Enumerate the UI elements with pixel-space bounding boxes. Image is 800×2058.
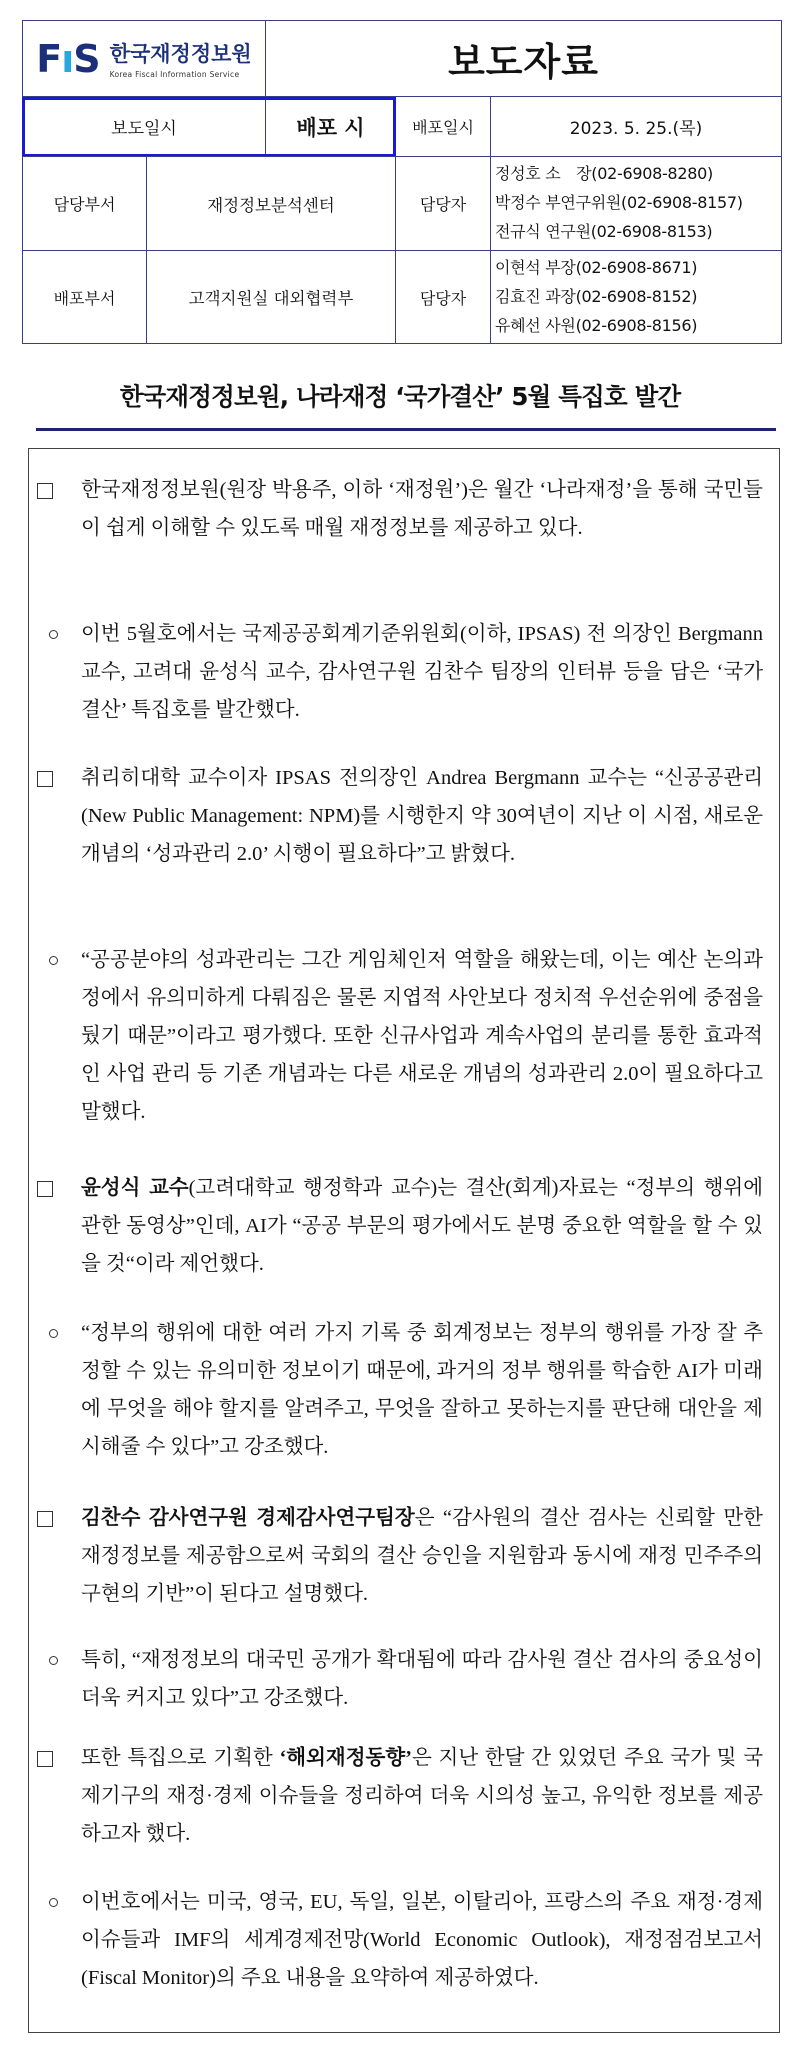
paragraph-4-detail: 특히, “재정정보의 대국민 공개가 확대됨에 따라 감사원 결산 검사의 중요성이 더욱 커지고 있다”고 강조했다. [29, 1641, 781, 1717]
paragraph-3: 윤성식 교수(고려대학교 행정학과 교수)는 결산(회계)자료는 “정부의 행위에 관한 동영상”인데, AI가 “공공 부문의 평가에서도 분명 중요한 역할을 할 수 있을 것“이라 제언했다. [29, 1169, 781, 1283]
contact-line: 박정수 부연구위원(02-6908-8157) [495, 193, 743, 212]
logo-cell [22, 20, 266, 97]
headline: 한국재정정보원, 나라재정 ‘국가결산’ 5월 특집호 발간 [119, 382, 681, 411]
paragraph-3-detail: “정부의 행위에 대한 여러 가지 기록 중 회계정보는 정부의 행위를 가장 잘 추정할 수 있는 유의미한 정보이기 때문에, 과거의 정부 행위를 학습한 AI가 미래에 무엇을 해야 할지를 알려주고, 무엇을 잘하고 못하는지를 판단해 대안을 제시해줄 수 있다”고 강조했다. [29, 1314, 781, 1466]
logo-name-ko: 한국재정정보원 [109, 42, 252, 66]
body-content-box [28, 448, 780, 2033]
logo-name-en: Korea Fiscal Information Service [109, 70, 240, 79]
responsible-dept-label: 담당부서 [22, 156, 147, 251]
distribution-dept-value: 고객지원실 대외협력부 [146, 250, 396, 344]
contact-line: 정성호 소 장(02-6908-8280) [495, 164, 713, 183]
paragraph-5-detail: 이번호에서는 미국, 영국, EU, 독일, 일본, 이탈리아, 프랑스의 주요 재정·경제 이슈들과 IMF의 세계경제전망(World Economic Outlook), 재정점검보고서(Fiscal Monitor)의 주요 내용을 요약하여 제공하였다. [29, 1883, 781, 1997]
paragraph-1-detail: 이번 5월호에서는 국제공공회계기준위원회(이하, IPSAS) 전 의장인 Bergmann 교수, 고려대 윤성식 교수, 감사연구원 김찬수 팀장의 인터뷰 등을 담은 ‘국가결산’ 특집호를 발간했다. [29, 615, 781, 729]
circle-bullet-icon [49, 630, 58, 639]
circle-bullet-icon [49, 1898, 58, 1907]
paragraph-5: 또한 특집으로 기획한 ‘해외재정동향’은 지난 한달 간 있었던 주요 국가 및 국제기구의 재정·경제 이슈들을 정리하여 더욱 시의성 높고, 유익한 정보를 제공하고자 했다. [29, 1739, 781, 1853]
paragraph-1: 한국재정정보원(원장 박용주, 이하 ‘재정원’)은 월간 ‘나라재정’을 통해 국민들이 쉽게 이해할 수 있도록 매월 재정정보를 제공하고 있다. [29, 471, 781, 547]
paragraph-2: 취리히대학 교수이자 IPSAS 전의장인 Andrea Bergmann 교수는 “신공공관리(New Public Management: NPM)를 시행한지 약 30여년이 지난 이 시점, 새로운 개념의 ‘성과관리 2.0’ 시행이 필요하다”고 밝혔다. [29, 759, 781, 873]
doc-type-title: 보도자료 [265, 20, 782, 97]
square-bullet-icon [37, 1751, 53, 1767]
contact-line: 이현석 부장(02-6908-8671) [495, 258, 698, 277]
distribution-contact-label: 담당자 [395, 250, 491, 344]
circle-bullet-icon [49, 1329, 58, 1338]
responsible-contact-label: 담당자 [395, 156, 491, 251]
contact-line: 전규식 연구원(02-6908-8153) [495, 222, 713, 241]
fis-logo-mark-icon: FıS [36, 36, 100, 81]
paragraph-2-detail: “공공분야의 성과관리는 그간 게임체인저 역할을 해왔는데, 이는 예산 논의과정에서 유의미하게 다뤄짐은 물론 지엽적 사안보다 정치적 우선순위에 중점을 뒀기 때문”이라고 평가했다. 또한 신규사업과 계속사업의 분리를 통한 효과적인 사업 관리 등 기존 개념과는 다른 새로운 개념의 성과관리 2.0이 필요하다고 말했다. [29, 941, 781, 1131]
distribution-contacts [490, 250, 782, 344]
responsible-dept-value: 재정정보분석센터 [146, 156, 396, 251]
distribution-date-label: 배포일시 [395, 96, 491, 157]
square-bullet-icon [37, 771, 53, 787]
paragraph-4: 김찬수 감사연구원 경제감사연구팀장은 “감사원의 결산 검사는 신뢰할 만한 재정정보를 제공함으로써 국회의 결산 승인을 지원함과 동시에 재정 민주주의 구현의 기반”이 된다고 설명했다. [29, 1499, 781, 1613]
circle-bullet-icon [49, 1656, 58, 1665]
square-bullet-icon [37, 1511, 53, 1527]
release-time-label: 보도일시 [22, 96, 266, 157]
distribution-dept-label: 배포부서 [22, 250, 147, 344]
circle-bullet-icon [49, 956, 58, 965]
distribution-date-value: 2023. 5. 25.(목) [490, 96, 782, 157]
square-bullet-icon [37, 483, 53, 499]
headline-divider [36, 428, 776, 431]
release-time-value: 배포 시 [265, 96, 396, 157]
press-release-header-table [22, 20, 782, 344]
square-bullet-icon [37, 1181, 53, 1197]
fis-logo [36, 37, 251, 81]
contact-line: 유혜선 사원(02-6908-8156) [495, 316, 698, 335]
contact-line: 김효진 과장(02-6908-8152) [495, 287, 698, 306]
responsible-contacts [490, 156, 782, 251]
